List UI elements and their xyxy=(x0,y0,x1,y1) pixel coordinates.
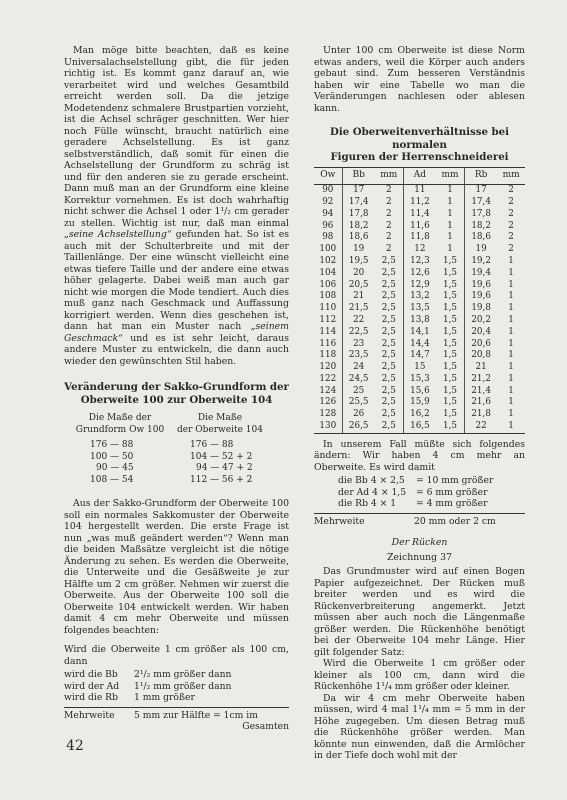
table-cell: 24,5 xyxy=(342,374,375,386)
table-header-cell: mm xyxy=(375,167,404,185)
col-b-header: Die Maße xyxy=(197,413,243,423)
table-cell: 23,5 xyxy=(342,350,375,362)
section-subtitle: Zeichnung 37 xyxy=(387,551,452,563)
table-cell: 13,2 xyxy=(403,291,436,303)
table-cell: 2,5 xyxy=(381,267,396,278)
table-cell: 1 xyxy=(447,185,453,196)
right-paragraph-3: Das Grundmuster wird auf einen Bogen Papier aufgezeichnet. Der Rücken muß breiter werden und es wird die Rückenverbreiterung angemerkt. Jetzt müssen aber auch noch die Längenmaße größer werden. Die Rückenhöhe benötigt bei der Oberweite 104 mehr Länge. Hier gilt folgender Satz: xyxy=(314,566,525,658)
table-cell: 16,2 xyxy=(403,409,436,421)
table-cell: 130 xyxy=(314,421,342,433)
table-cell: 15,9 xyxy=(403,397,436,409)
section-heading-line-2: Oberweite 100 zur Oberweite 104 xyxy=(80,393,273,406)
intro-paragraph: Man möge bitte beachten, daß es keine Universalachselstellung gibt, die für jeden richtig ist. Es kommt ganz darauf an, wie verarbeitet wird und welches Gesamtbild erreicht werden soll. Da die jetzige Modetendenz schmalere Brustpartien vorzieht, ist die Achsel schräger geschnitten. Wer hier noch Fülle wünscht, braucht natürlich eine geradere Achselstellung. Es ist ganz selbstverständlich, daß somit für einen die Achselstellung der Grundform zu schräg ist und für den anderen sie zu gerade erscheint. Dann muß man an der Grundform eine kleine Korrektur vornehmen. Es ist doch wahrhaftig nicht schwer die Achsel 1 oder 1¹/₂ cm gerader zu stellen. Wichtig ist nur, daß man einmal „seine Achselstellung“ gefunden hat. So ist es auch mit der Schulterbreite und mit der Taillenlänge. Der eine wünscht vielleicht eine etwas tiefere Taille und der andere eine etwas höher gelagerte. Dabei weiß man auch gar nicht wie morgen die Mode tendiert. Auch dies muß ganz nach Geschmack und Auffassung korrigiert werden. Wenn dies geschehen ist, dann hat man ein Muster nach „seinem Geschmack“ und es ist sehr leicht, daraus andere Muster zu entwickeln, die dann auch wieder den gewünschten Stil haben. xyxy=(64,45,289,367)
table-cell: 2 xyxy=(385,185,392,196)
table-cell: 11,4 xyxy=(403,209,436,221)
table-row xyxy=(314,232,525,244)
right-paragraph-5: Da wir 4 cm mehr Oberweite haben müssen, wird 4 mal 1¹/₄ mm = 5 mm in der Höhe zugegeben. Um diesen Betrag muß die Rückenhöhe größer werden. Man könnte nun einwenden, daß die Armlöcher in der Tiefe doch wohl mit der xyxy=(314,692,525,762)
table-cell: 2 xyxy=(385,220,392,231)
table-cell: 17,8 xyxy=(342,209,375,221)
table-row xyxy=(314,374,525,386)
table-cell: 15 xyxy=(403,362,436,374)
table-cell: 92 xyxy=(322,196,334,207)
table-cell: 17 xyxy=(342,185,375,197)
right-paragraph-4: Wird die Oberweite 1 cm größer oder kleiner als 100 cm, dann wird die Rückenhöhe 1¹/₄ mm größer oder kleiner. xyxy=(314,658,525,693)
table-cell: 1 xyxy=(447,208,453,219)
table-cell: 1 xyxy=(508,373,514,384)
table-cell: 2,5 xyxy=(381,326,396,337)
table-cell: 2 xyxy=(385,196,392,207)
table-cell: 2,5 xyxy=(381,338,396,349)
table-cell: 108 xyxy=(319,291,337,302)
table-cell: 112 xyxy=(319,314,337,325)
table-cell: 1,5 xyxy=(443,255,458,266)
table-cell: 2 xyxy=(508,244,514,255)
table-cell: 26 xyxy=(342,409,375,421)
table-cell: 19,6 xyxy=(465,291,498,303)
table-cell: 2 xyxy=(508,196,514,207)
table-row xyxy=(314,409,525,421)
table-cell: 2,5 xyxy=(381,373,396,384)
table-row xyxy=(314,327,525,339)
table-cell: 114 xyxy=(319,326,337,337)
table-cell: 15,6 xyxy=(403,386,436,398)
pair-b: 176 — 88 xyxy=(190,440,234,450)
pair-a: 108 — 54 xyxy=(90,474,134,485)
table-cell: 1,5 xyxy=(443,385,458,396)
table-cell: 1 xyxy=(508,255,514,266)
table-cell: 1 xyxy=(508,338,514,349)
pair-a: 100 — 50 xyxy=(90,451,134,462)
table-cell: 110 xyxy=(319,303,337,314)
table-cell: 24 xyxy=(342,362,375,374)
table-cell: 120 xyxy=(319,362,337,373)
table-cell: 104 xyxy=(319,267,337,278)
table-cell: 1 xyxy=(447,196,453,207)
table-cell: 96 xyxy=(322,220,334,231)
right-column xyxy=(314,45,525,762)
table-cell: 1 xyxy=(508,409,514,420)
table-cell: 1,5 xyxy=(436,421,465,433)
table-cell: 19 xyxy=(342,244,375,256)
rule-table: wird die Bb 2¹/₂ mm größer dann wird der Ad 1¹/₂ mm größer dann wird die Rb 1 mm größer xyxy=(64,669,232,703)
table-cell: 2,5 xyxy=(381,279,396,290)
table-cell: 2,5 xyxy=(375,421,404,433)
table-row xyxy=(314,362,525,374)
table-cell: 25 xyxy=(342,386,375,398)
table-cell: 2,5 xyxy=(381,255,396,266)
table-cell: 21,2 xyxy=(465,374,498,386)
left-column xyxy=(64,45,289,733)
table-cell: 102 xyxy=(319,255,337,266)
table-cell: 14,7 xyxy=(403,350,436,362)
table-cell: 1,5 xyxy=(443,291,458,302)
table-header-cell: Rb xyxy=(465,167,498,185)
table-cell: 20 xyxy=(342,268,375,280)
table-cell: 20,8 xyxy=(465,350,498,362)
table-cell: 2,5 xyxy=(381,362,396,373)
table-cell: 90 xyxy=(322,185,334,196)
table-title-1: Die Oberweitenverhältnisse bei normalen xyxy=(330,126,509,151)
section-heading-line-1: Veränderung der Sakko-Grundform der xyxy=(64,381,289,393)
calc-total: Mehrweite 20 mm oder 2 cm xyxy=(314,515,496,527)
table-cell: 106 xyxy=(319,279,337,290)
table-cell: 2,5 xyxy=(381,291,396,302)
table-cell: 1,5 xyxy=(443,362,458,373)
table-cell: 2,5 xyxy=(381,350,396,361)
table-cell: 1,5 xyxy=(443,397,458,408)
table-cell: 128 xyxy=(319,409,337,420)
table-row xyxy=(314,209,525,221)
table-cell: 20,6 xyxy=(465,338,498,350)
table-cell: 20,2 xyxy=(465,315,498,327)
table-cell: 1 xyxy=(508,326,514,337)
table-header-cell: mm xyxy=(436,167,465,185)
table-cell: 2 xyxy=(508,232,514,243)
table-cell: 17,8 xyxy=(465,209,498,221)
table-cell: 17,4 xyxy=(465,197,498,209)
table-cell: 2 xyxy=(508,208,514,219)
table-cell: 1 xyxy=(508,397,514,408)
table-cell: 2 xyxy=(385,208,392,219)
table-cell: 14,4 xyxy=(403,338,436,350)
table-row xyxy=(314,350,525,362)
table-cell: 12,9 xyxy=(403,279,436,291)
table-cell: 1 xyxy=(508,314,514,325)
table-cell: 21 xyxy=(465,362,498,374)
table-cell: 18,6 xyxy=(342,232,375,244)
table-cell: 1 xyxy=(497,421,525,433)
pair-b: 112 — 56 + 2 xyxy=(190,474,253,485)
table-cell: 12,6 xyxy=(403,268,436,280)
table-row xyxy=(314,291,525,303)
table-row xyxy=(314,197,525,209)
table-cell: 122 xyxy=(319,373,337,384)
table-cell: 1,5 xyxy=(443,267,458,278)
table-cell: 22 xyxy=(465,421,498,433)
table-cell: 1 xyxy=(508,385,514,396)
table-cell: 1 xyxy=(447,232,453,243)
table-cell: 13,8 xyxy=(403,315,436,327)
table-header-cell: Ad xyxy=(403,167,436,185)
table-cell: 17 xyxy=(465,185,498,197)
table-cell: 18,2 xyxy=(465,220,498,232)
table-cell: 2,5 xyxy=(381,303,396,314)
table-cell: 11 xyxy=(403,185,436,197)
table-cell: 1 xyxy=(508,291,514,302)
pair-b: 104 — 52 + 2 xyxy=(190,451,253,462)
section-title: Der Rücken xyxy=(391,537,448,549)
table-row xyxy=(314,397,525,409)
table-row xyxy=(314,244,525,256)
table-cell: 11,2 xyxy=(403,197,436,209)
table-row xyxy=(314,386,525,398)
table-cell: 19,4 xyxy=(465,268,498,280)
table-header-cell: mm xyxy=(497,167,525,185)
table-cell: 21,4 xyxy=(465,386,498,398)
table-cell: 1,5 xyxy=(443,279,458,290)
table-cell: 2,5 xyxy=(381,314,396,325)
table-cell: 12 xyxy=(403,244,436,256)
rule-total: Mehrweite 5 mm zur Hälfte = 1cm im Gesamten xyxy=(64,709,289,732)
table-cell: 19,2 xyxy=(465,256,498,268)
table-cell: 25,5 xyxy=(342,397,375,409)
table-cell: 1,5 xyxy=(443,350,458,361)
table-cell: 1,5 xyxy=(443,373,458,384)
table-row xyxy=(314,220,525,232)
table-cell: 2 xyxy=(508,185,514,196)
table-cell: 1 xyxy=(508,303,514,314)
pair-a: 90 — 45 xyxy=(96,463,134,473)
table-cell: 98 xyxy=(322,232,334,243)
table-cell: 21,8 xyxy=(465,409,498,421)
table-cell: 1,5 xyxy=(443,326,458,337)
table-cell: 11,8 xyxy=(403,232,436,244)
table-cell: 126 xyxy=(319,397,337,408)
table-title-2: Figuren der Herrenschneiderei xyxy=(330,151,509,163)
table-cell: 18,2 xyxy=(342,220,375,232)
table-cell: 11,6 xyxy=(403,220,436,232)
table-cell: 2 xyxy=(508,220,514,231)
table-cell: 22 xyxy=(342,315,375,327)
table-cell: 2,5 xyxy=(381,397,396,408)
table-cell: 19,8 xyxy=(465,303,498,315)
table-cell: 100 xyxy=(319,244,337,255)
table-header-cell: Bb xyxy=(342,167,375,185)
table-row xyxy=(314,338,525,350)
table-cell: 26,5 xyxy=(342,421,375,433)
table-cell: 1,5 xyxy=(443,338,458,349)
table-cell: 20,5 xyxy=(342,279,375,291)
table-cell: 19 xyxy=(465,244,498,256)
table-cell: 20,4 xyxy=(465,327,498,339)
table-cell: 17,4 xyxy=(342,197,375,209)
table-cell: 21,6 xyxy=(465,397,498,409)
table-cell: 1 xyxy=(447,244,453,255)
table-cell: 1,5 xyxy=(443,303,458,314)
table-cell: 94 xyxy=(322,208,334,219)
oberweite-table xyxy=(314,167,525,434)
table-cell: 116 xyxy=(319,338,337,349)
table-cell: 18,6 xyxy=(465,232,498,244)
table-cell: 118 xyxy=(319,350,337,361)
col-a-header: Die Maße der xyxy=(88,413,152,423)
table-cell: 21 xyxy=(342,291,375,303)
table-cell: 19,6 xyxy=(465,279,498,291)
table-cell: 23 xyxy=(342,338,375,350)
table-cell: 1 xyxy=(508,362,514,373)
table-cell: 1 xyxy=(447,220,453,231)
table-cell: 15,3 xyxy=(403,374,436,386)
table-cell: 21,5 xyxy=(342,303,375,315)
table-row xyxy=(314,303,525,315)
table-row xyxy=(314,421,525,433)
table-cell: 2,5 xyxy=(381,409,396,420)
table-cell: 16,5 xyxy=(403,421,436,433)
measurement-comparison: Die Maße der Die Maße Grundform Ow 100 der Oberweite 104 176 — 88 176 — 88 100 — 50 104 — 52 + 2 90 — 45 94 — 47 + 2 108 — 54 112 — 56 + 2 xyxy=(70,413,270,486)
table-cell: 1 xyxy=(508,267,514,278)
calc-table: die Bb 4 × 2,5 = 10 mm größer der Ad 4 × 1,5 = 6 mm größer die Rb 4 × 1 = 4 mm größer xyxy=(338,475,494,510)
table-cell: 2,5 xyxy=(381,385,396,396)
table-cell: 19,5 xyxy=(342,256,375,268)
table-cell: 12,3 xyxy=(403,256,436,268)
table-row xyxy=(314,279,525,291)
table-row xyxy=(314,268,525,280)
table-cell: 1,5 xyxy=(443,409,458,420)
table-cell: 22,5 xyxy=(342,327,375,339)
table-cell: 1,5 xyxy=(443,314,458,325)
table-row xyxy=(314,315,525,327)
rule-intro: Wird die Oberweite 1 cm größer als 100 cm, dann xyxy=(64,644,289,667)
table-cell: 1 xyxy=(508,350,514,361)
table-cell: 124 xyxy=(319,385,337,396)
table-header-cell: Ow xyxy=(314,167,342,185)
right-paragraph-2: In unserem Fall müßte sich folgendes ändern: Wir haben 4 cm mehr an Oberweite. Es wird damit xyxy=(314,438,525,473)
pair-a: 176 — 88 xyxy=(90,440,134,450)
table-header-row xyxy=(314,167,525,185)
page-number: 42 xyxy=(66,738,84,754)
table-cell: 2 xyxy=(385,244,392,255)
table-cell: 14,1 xyxy=(403,327,436,339)
table-cell: 1 xyxy=(508,279,514,290)
right-paragraph-1: Unter 100 cm Oberweite ist diese Norm etwas anders, weil die Körper auch anders gebaut sind. Zum besseren Verständnis haben wir eine Tabelle wo man die Veränderungen nachlesen oder ablesen kann. xyxy=(314,45,525,114)
table-row xyxy=(314,256,525,268)
table-cell: 2 xyxy=(385,232,392,243)
table-cell: 13,5 xyxy=(403,303,436,315)
table-row xyxy=(314,185,525,197)
pair-b: 94 — 47 + 2 xyxy=(196,463,253,473)
paragraph-2: Aus der Sakko-Grundform der Oberweite 100 soll ein normales Sakkomuster der Oberweite 104 hergestellt werden. Die erste Frage ist nun „was muß geändert werden“? Wenn man die beiden Maßsätze vergleicht ist die nötige Änderung zu sehen. Es werden die Oberweite, die Unterweite und die Gesäßweite je zur Hälfte um 2 cm größer. Nehmen wir zuerst die Oberweite. Aus der Oberweite 100 soll die Oberweite 104 entwickelt werden. Wir haben damit 4 cm mehr Oberweite und müssen folgendes beachten: xyxy=(64,498,289,636)
